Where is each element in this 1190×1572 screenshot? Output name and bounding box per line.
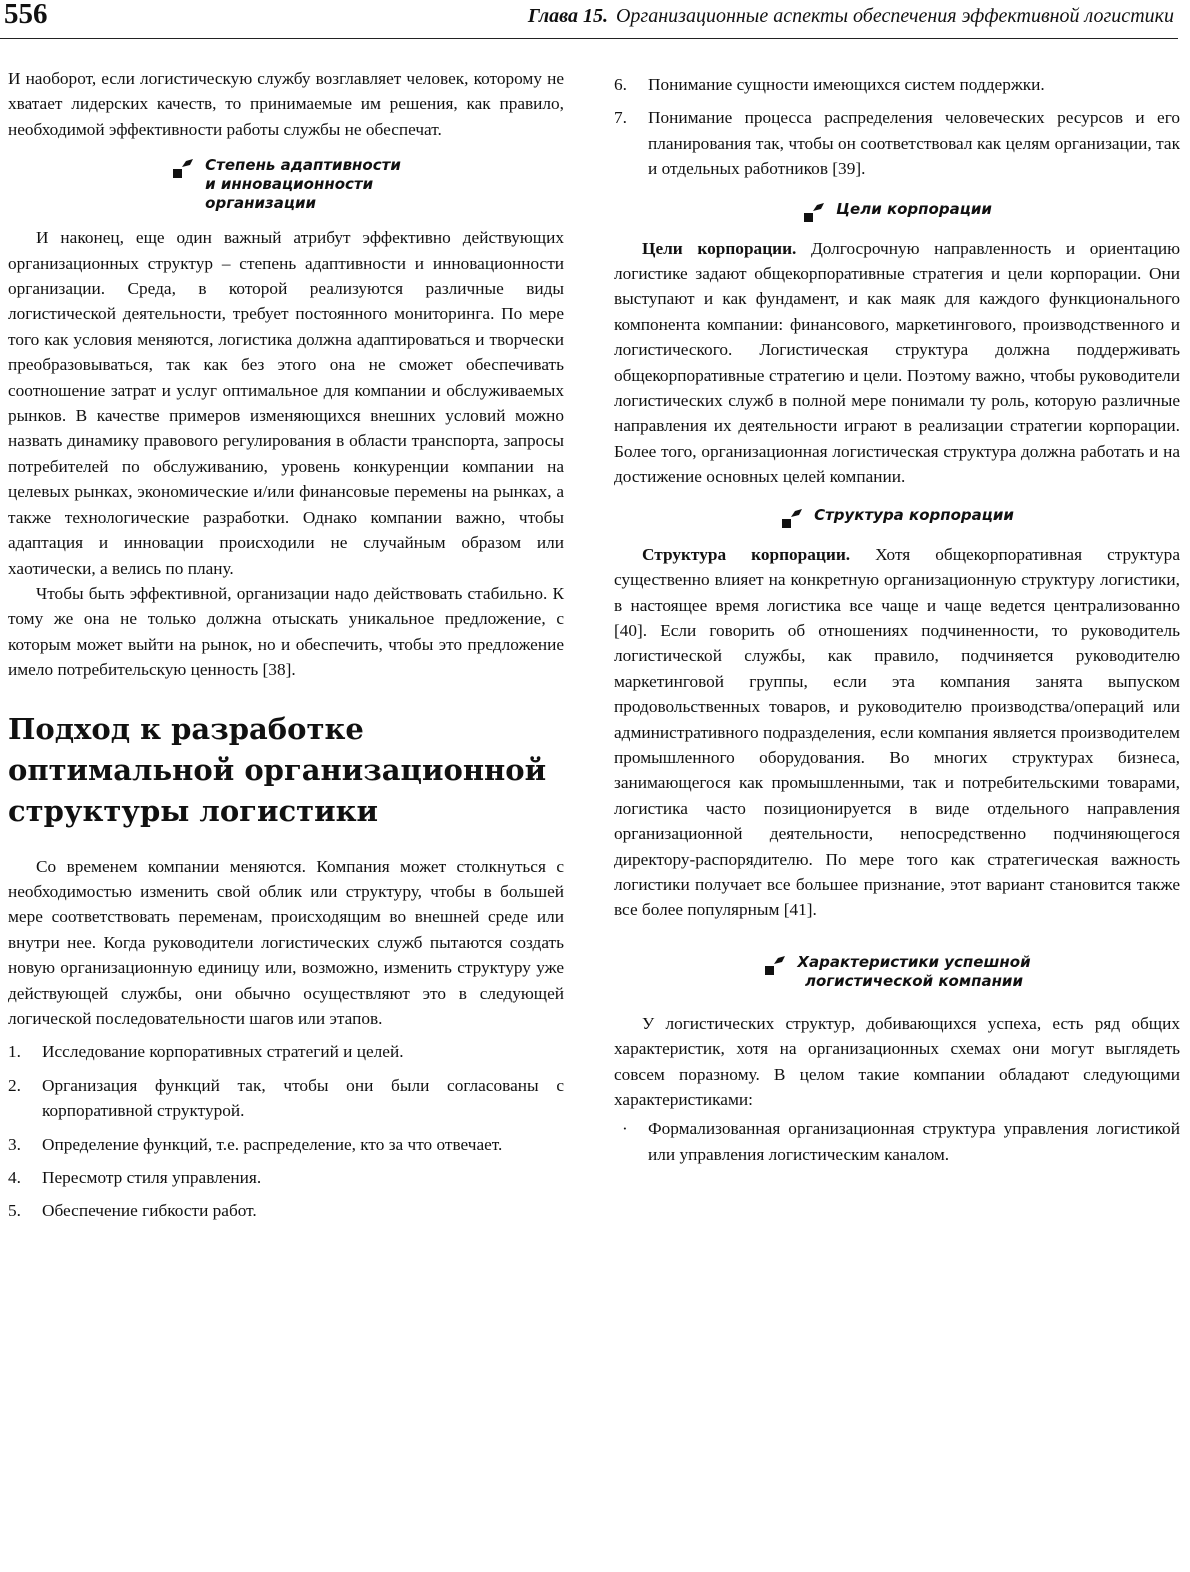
list-text: Пересмотр стиля управления. [42, 1168, 262, 1187]
list-number: 1. [8, 1042, 21, 1062]
subheading-success-characteristics [614, 953, 1180, 991]
paragraph: И наоборот, если логистическую службу возглавляет человек, которому не хватает лидерских качеств, то принимаемые им решения, как правило, необходимой эффективности работы службы не обеспечат. [8, 69, 564, 139]
list-item [8, 1165, 564, 1190]
paragraph [614, 542, 1180, 923]
paragraph: И наконец, еще один важный атрибут эффективно действующих организационных структур – степень адаптивности и инновационности организации. Среда, в которой реализуются различные виды логистической деятельности, требует постоянного мониторинга. По мере того как условия меняются, логистика должна адаптироваться и творчески преобразовываться, так как без этого она не сможет обеспечивать соотношение затрат и услуг оптимальное для компании и обслуживаемых рынков. В качестве примеров изменяющихся внешних условий можно назвать динамику правового регулирования в области транспорта, запросы потребителей по обслуживанию, уровень конкуренции компании на целевых рынках, экономические и/или финансовые перемены на рынках, а также технологические разработки. Однако компании важно, чтобы адаптация и инновации происходили не случайным образом или хаотически, а велись по плану. [8, 228, 564, 578]
list-text: Определение функций, т.е. распределение, кто за что отвечает. [42, 1134, 503, 1154]
list-number: 6. [614, 75, 627, 94]
running-header [0, 0, 1178, 39]
list-text: Организация функций так, чтобы они были согласованы с корпоративной структурой. [42, 1075, 564, 1121]
list-item [8, 1198, 564, 1223]
heading-line: оптимальной организационной [8, 752, 547, 787]
left-column [8, 66, 564, 1232]
running-title [528, 5, 1174, 28]
subheading-corporate-structure [614, 506, 1180, 530]
numbered-list [614, 72, 1180, 182]
paragraph: У логистических структур, добивающихся успеха, есть ряд общих характеристик, хотя на организационных схемах они могут выглядеть совсем поразному. В целом такие компании обладают следующими характеристиками: [614, 1013, 1180, 1109]
list-number: 7. [614, 108, 627, 128]
subheading-adaptivity [8, 156, 564, 213]
list-text: Формализованная организационная структура управления логистикой или управления логистическим каналом. [648, 1119, 1180, 1164]
list-number: 3. [8, 1134, 21, 1154]
subheading-line: и инновационности [205, 175, 374, 194]
subheading-line: Цели корпорации [836, 199, 992, 218]
list-item [614, 1116, 1180, 1167]
heading-line: структуры логистики [8, 793, 379, 828]
subheading-line: Степень адаптивности [205, 156, 401, 175]
section-marker-icon [763, 955, 787, 977]
chapter-title: Организационные аспекты обеспечения эффективной логистики [615, 5, 1174, 27]
right-column [614, 66, 1180, 1167]
list-number: 5. [8, 1201, 21, 1221]
paragraph-body: Хотя общекорпоративная структура существенно влияет на конкретную организационную структуру логистики, в настоящее время логистика все чаще и чаще ведется централизованно [40]. Если говорить об отношениях подчиненности, то руководитель логистической службы, как правило, подчиняется руководителю маркетинговой группы, если эта компания занята выпуском продовольственных товаров, и руководителю производства/операций или административного подразделения, если компания является производителем промышленного оборудования. Во многих структурах бизнеса, занимающегося как промышленными, так и потребительскими товарами, логистика часто позиционируется в виде отдельного направления организационной деятельности, непосредственно подчиняющегося директору-распорядителю. По мере того как стратегическая важность логистики получает все большее признание, этот вариант становится также все более популярным [41]. [614, 544, 1180, 920]
list-number: 4. [8, 1168, 21, 1187]
paragraph: Чтобы быть эффективной, организации надо действовать стабильно. К тому же она не только должна отыскать уникальное предложение, с которым может выйти на рынок, но и обеспечить, чтобы это предложение имело потребительскую ценность [38]. [8, 583, 564, 680]
paragraph-lead: Структура корпорации. [642, 544, 851, 564]
list-text: Обеспечение гибкости работ. [42, 1201, 257, 1221]
list-item [614, 72, 1180, 97]
section-marker-icon [802, 202, 826, 224]
paragraph-body: Долгосрочную направленность и ориентацию логистике задают общекорпоративные стратегия и цели корпорации. Они выступают и как фундамент, и как маяк для каждого функционального компонента компании: финансового, маркетингового, производственного и логистического. Логистическая структура должна поддерживать общекорпоративные стратегию и цели. Поэтому важно, чтобы руководители логистических служб в полной мере понимали ту роль, которую различные направления их деятельности играют в реализации стратегии корпорации. Более того, организационная логистическая структура должна работать и на достижение основных целей компании. [614, 238, 1181, 487]
subheading-line: логистической компании [805, 971, 1023, 990]
list-text: Понимание сущности имеющихся систем поддержки. [648, 75, 1045, 94]
list-item [614, 105, 1180, 181]
section-marker-icon [780, 508, 804, 530]
subheading-line: Характеристики успешной [797, 952, 1031, 971]
section-heading [8, 709, 564, 832]
page-number: 556 [4, 0, 48, 30]
list-item [8, 1073, 564, 1124]
paragraph [614, 236, 1180, 490]
heading-line: Подход к разработке [8, 711, 364, 746]
paragraph-lead: Цели корпорации. [642, 238, 797, 258]
chapter-label: Глава 15. [527, 5, 608, 27]
paragraph: Со временем компании меняются. Компания может столкнуться с необходимостью изменить свой облик или структуру, чтобы в большей мере соответствовать переменам, происходящим во внешней среде или внутри нее. Когда руководители логистических служб пытаются создать новую организационную единицу или, возможно, изменить структуру уже действующей службы, они обычно осуществляют это в следующей логической последовательности шагов или этапов. [8, 856, 564, 1028]
list-text: Исследование корпоративных стратегий и целей. [42, 1042, 404, 1062]
bullet-list [614, 1116, 1180, 1167]
list-item [8, 1132, 564, 1157]
numbered-list [8, 1039, 564, 1223]
bullet-mark: · [622, 1119, 628, 1139]
section-marker-icon [171, 158, 195, 180]
subheading-corporate-goals [614, 200, 1180, 224]
subheading-line: организации [205, 194, 317, 213]
list-item [8, 1039, 564, 1064]
list-number: 2. [8, 1075, 21, 1095]
list-text: Понимание процесса распределения человеческих ресурсов и его планирования так, чтобы он соответствовал как целям организации, так и отдельных работников [39]. [648, 108, 1180, 179]
subheading-line: Структура корпорации [814, 505, 1014, 524]
